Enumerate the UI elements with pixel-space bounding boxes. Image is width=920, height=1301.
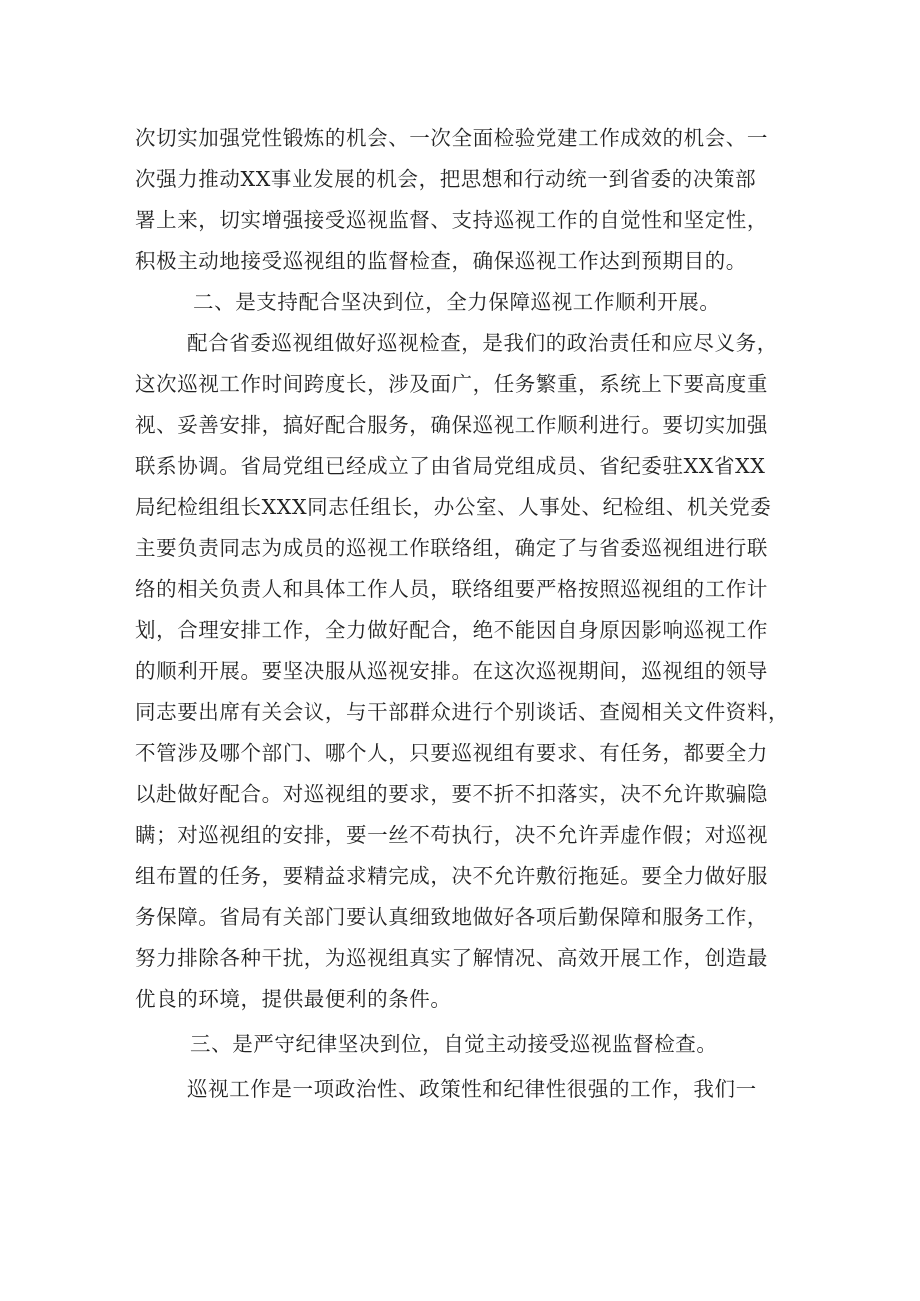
section-heading-2: 二、是支持配合坚决到位，全力保障巡视工作顺利开展。 [193, 290, 721, 314]
body-line: 优良的环境，提供最便利的条件。 [135, 987, 452, 1011]
document-body [135, 118, 800, 1110]
body-line: 划，合理安排工作，全力做好配合，绝不能因自身原因影响巡视工作 [135, 618, 768, 642]
body-line: 络的相关负责人和具体工作人员，联络组要严格按照巡视组的工作计 [135, 577, 768, 601]
body-line: 积极主动地接受巡视组的监督检查，确保巡视工作达到预期目的。 [135, 249, 747, 273]
body-line: 组布置的任务，要精益求精完成，决不允许敷衍拖延。要全力做好服 [135, 864, 768, 888]
body-line: 配合省委巡视组做好巡视检查，是我们的政治责任和应尽义务， [187, 331, 778, 355]
body-line: 努力排除各种干扰，为巡视组真实了解情况、高效开展工作，创造最 [135, 946, 768, 970]
body-line: 不管涉及哪个部门、哪个人，只要巡视组有要求、有任务，都要全力 [135, 741, 768, 765]
body-line: 次切实加强党性锻炼的机会、一次全面检验党建工作成效的机会、一 [135, 126, 768, 150]
body-line: 联系协调。省局党组已经成立了由省局党组成员、省纪委驻XX省XX [135, 454, 766, 478]
body-line: 次强力推动XX事业发展的机会，把思想和行动统一到省委的决策部 [135, 167, 757, 191]
body-line: 这次巡视工作时间跨度长，涉及面广，任务繁重，系统上下要高度重 [135, 372, 768, 396]
body-line: 主要负责同志为成员的巡视工作联络组，确定了与省委巡视组进行联 [135, 536, 768, 560]
body-line: 瞒；对巡视组的安排，要一丝不苟执行，决不允许弄虚作假；对巡视 [135, 823, 768, 847]
body-line: 同志要出席有关会议，与干部群众进行个别谈话、查阅相关文件资料， [135, 700, 790, 724]
body-line: 以赴做好配合。对巡视组的要求，要不折不扣落实，决不允许欺骗隐 [135, 782, 768, 806]
body-line: 视、妥善安排，搞好配合服务，确保巡视工作顺利进行。要切实加强 [135, 413, 768, 437]
body-line: 署上来，切实增强接受巡视监督、支持巡视工作的自觉性和坚定性， [135, 208, 768, 232]
body-line: 务保障。省局有关部门要认真细致地做好各项后勤保障和服务工作， [135, 905, 768, 929]
section-heading-3: 三、是严守纪律坚决到位，自觉主动接受巡视监督检查。 [190, 1032, 718, 1056]
body-line: 巡视工作是一项政治性、政策性和纪律性很强的工作，我们一 [187, 1077, 757, 1101]
body-line: 局纪检组组长XXX同志任组长，办公室、人事处、纪检组、机关党委 [135, 495, 772, 519]
body-line: 的顺利开展。要坚决服从巡视安排。在这次巡视期间，巡视组的领导 [135, 659, 768, 683]
